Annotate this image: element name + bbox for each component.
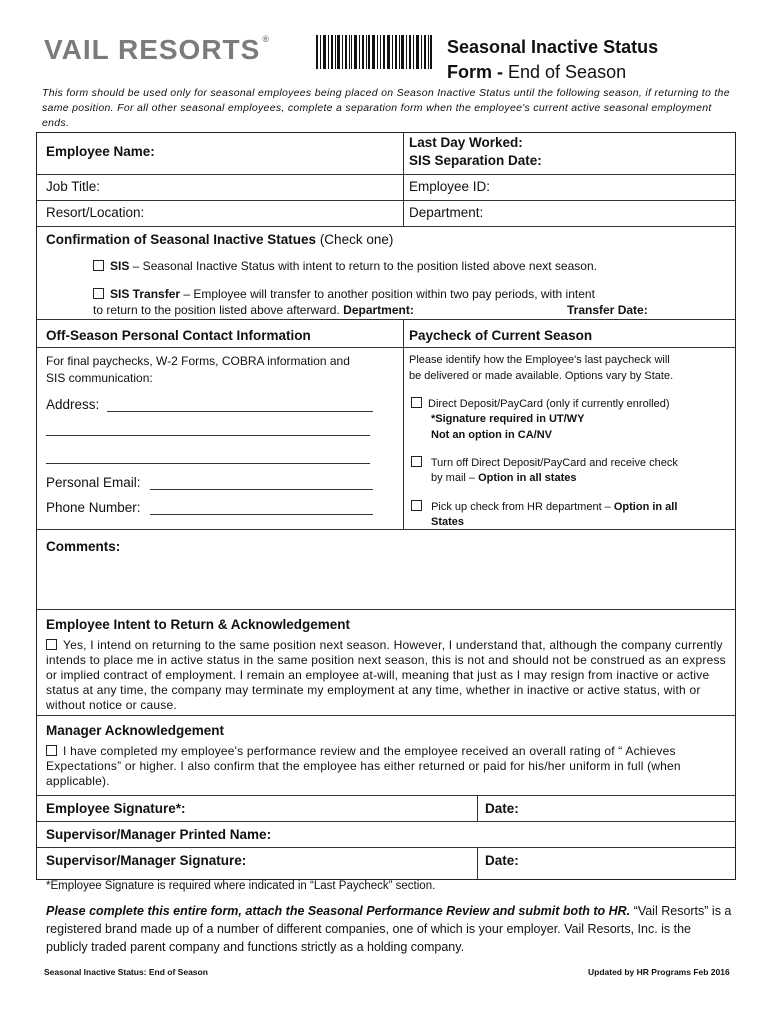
paycheck-heading: Paycheck of Current Season [409, 328, 593, 343]
direct-deposit-note2: Not an option in CA/NV [431, 429, 552, 441]
manager-checkbox[interactable] [46, 745, 57, 756]
sis-checkbox[interactable] [93, 260, 104, 271]
direct-deposit-checkbox[interactable] [411, 397, 422, 408]
department-label: Department: [409, 205, 484, 220]
transfer-date-label: Transfer Date: [567, 303, 648, 317]
sis-transfer-checkbox[interactable] [93, 288, 104, 299]
intent-paragraph[interactable]: Yes, I intend on returning to the same position next season. However, I understand that, although the company currently intends to place me in active status in the same position next season, this is not and should not be construed as an express or implied contract of employment. I remain an employee at-will, meaning that just as I may resign from inactive or active status at any time, the company may terminate my employment at any time, whether in inactive or active status, with or without notice or cause. [46, 638, 726, 712]
manager-heading: Manager Acknowledgement [46, 723, 225, 738]
address-line-3[interactable] [46, 463, 370, 464]
direct-deposit-note1: *Signature required in UT/WY [431, 413, 585, 425]
pickup-checkbox[interactable] [411, 500, 422, 511]
personal-email-line[interactable] [150, 489, 373, 490]
manager-paragraph[interactable]: I have completed my employee's performance review and the employee received an overall rating of “ Achieves Expectations” or higher. I also confirm that the employee has either returned or paid for his/her uniform in full (when applicable). [46, 744, 681, 788]
resort-location-label: Resort/Location: [46, 205, 145, 220]
last-day-worked-label: Last Day Worked: [409, 135, 523, 150]
vail-resorts-logo: VAIL RESORTS ® [44, 34, 270, 65]
barcode [316, 35, 432, 69]
paycheck-option-pickup[interactable]: Pick up check from HR department – Option in all [411, 500, 677, 513]
closing-paragraph: Please complete this entire form, attach the Seasonal Performance Review and submit both to HR. “Vail Resorts” is a registered brand made up of a number of different companies, one of which is your employer. Vail Resorts, Inc. is the publicly traded parent company and functions strictly as a holding company. [46, 904, 732, 954]
employee-signature-label: Employee Signature*: [46, 801, 186, 816]
offseason-desc-line2: SIS communication: [46, 371, 153, 385]
paycheck-desc-line1: Please identify how the Employee's last paycheck will [409, 354, 670, 366]
form-subtitle: Form - End of Season [447, 62, 627, 82]
offseason-heading: Off-Season Personal Contact Information [46, 328, 311, 343]
comments-label: Comments: [46, 539, 121, 554]
mail-check-line2: by mail – Option in all states [431, 472, 577, 484]
personal-email-label: Personal Email: [46, 475, 141, 490]
signature-footnote: *Employee Signature is required where indicated in “Last Paycheck” section. [46, 880, 436, 892]
phone-number-label: Phone Number: [46, 500, 141, 515]
sis-separation-date-label: SIS Separation Date: [409, 153, 542, 168]
sis-transfer-line2: to return to the position listed above afterward. Department: [93, 303, 414, 317]
address-line-1[interactable] [107, 411, 373, 412]
pickup-line2: States [431, 516, 465, 528]
footer-right: Updated by HR Programs Feb 2016 [588, 967, 730, 977]
address-line-2[interactable] [46, 435, 370, 436]
mail-check-checkbox[interactable] [411, 456, 422, 467]
supervisor-date-label: Date: [485, 853, 519, 868]
form-table [36, 132, 736, 880]
phone-number-line[interactable] [150, 514, 373, 515]
supervisor-name-label: Supervisor/Manager Printed Name: [46, 827, 272, 842]
paycheck-option-mail[interactable]: Turn off Direct Deposit/PayCard and receive check [411, 456, 678, 469]
job-title-label: Job Title: [46, 179, 101, 194]
footer-left: Seasonal Inactive Status: End of Season [44, 967, 208, 977]
employee-id-label: Employee ID: [409, 179, 491, 194]
intent-heading: Employee Intent to Return & Acknowledgement [46, 617, 351, 632]
confirmation-heading: Confirmation of Seasonal Inactive Statues (Check one) [46, 232, 394, 247]
sis-transfer-option[interactable]: SIS Transfer – Employee will transfer to another position within two pay periods, with intent [93, 287, 595, 301]
supervisor-signature-label: Supervisor/Manager Signature: [46, 853, 247, 868]
paycheck-option-direct-deposit[interactable]: Direct Deposit/PayCard (only if currently enrolled) [411, 397, 669, 410]
offseason-desc-line1: For final paychecks, W-2 Forms, COBRA information and [46, 354, 350, 368]
address-label: Address: [46, 397, 100, 412]
intro-text: This form should be used only for seasonal employees being placed on Season Inactive Status until the following season, if returning to the same position. For all other seasonal employees, complete a separation form when the employee's current active seasonal employment ends. [42, 87, 730, 129]
employee-date-label: Date: [485, 801, 519, 816]
paycheck-desc-line2: be delivered or made available. Options vary by State. [409, 370, 674, 382]
form-title: Seasonal Inactive Status [447, 37, 659, 57]
sis-option[interactable]: SIS – Seasonal Inactive Status with intent to return to the position listed above next season. [93, 259, 597, 273]
intent-checkbox[interactable] [46, 639, 57, 650]
employee-name-label: Employee Name: [46, 144, 155, 159]
